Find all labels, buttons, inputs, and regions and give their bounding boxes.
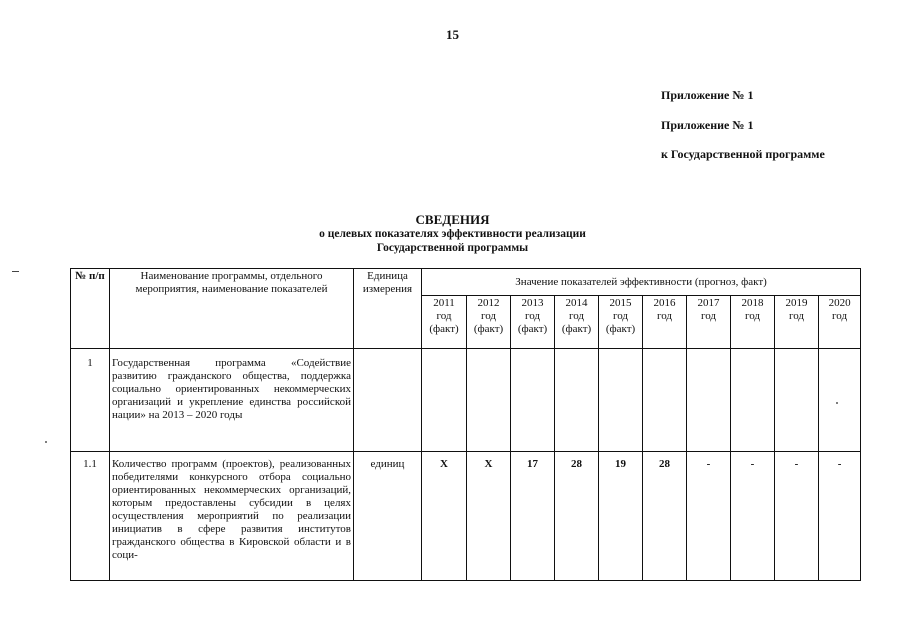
row-value [819, 349, 861, 452]
table-header-row [71, 269, 861, 296]
row-value: 28 [643, 452, 687, 581]
table-row [71, 452, 861, 581]
row-value [599, 349, 643, 452]
row-value [775, 349, 819, 452]
header-name: Наименование программы, отдельного мероприятия, наименование показателей [110, 269, 354, 349]
row-value: - [775, 452, 819, 581]
row-value [687, 349, 731, 452]
indicators-table [70, 268, 861, 581]
margin-mark [12, 271, 19, 272]
row-value [555, 349, 599, 452]
appendix-line-2: Приложение № 1 [661, 118, 754, 132]
document-subtitle-1: о целевых показателях эффективности реализации [319, 228, 586, 240]
header-unit: Единица измерения [354, 269, 422, 349]
row-value: 28 [555, 452, 599, 581]
row-num: 1.1 [71, 452, 110, 581]
year-header: 2019 год [775, 296, 819, 349]
year-header: 2020 год [819, 296, 861, 349]
row-value [731, 349, 775, 452]
year-header: 2016 год [643, 296, 687, 349]
row-value: Х [422, 452, 467, 581]
year-header: 2011 год (факт) [422, 296, 467, 349]
row-name: Количество программ (проектов), реализованных победителями конкурсного отбора социально ориентированных некоммерческих организаций, которым предоставлены субсидии в целях осуществления мероприятий по реализации инициатив в сфере развития институтов гражданского общества в Кировской области и в соци- [110, 452, 354, 581]
row-num: 1 [71, 349, 110, 452]
header-values-group: Значение показателей эффективности (прогноз, факт) [422, 269, 861, 296]
row-value: - [731, 452, 775, 581]
page-number: 15 [446, 27, 459, 42]
row-value: Х [467, 452, 511, 581]
row-value: - [687, 452, 731, 581]
row-unit [354, 349, 422, 452]
table-row [71, 349, 861, 452]
row-name: Государственная программа «Содействие развитию гражданского общества, поддержка социально ориентированных некоммерческих организаций и укрепление единства российской нации» на 2013 – 2020 годы [110, 349, 354, 452]
year-header: 2012 год (факт) [467, 296, 511, 349]
row-value: 17 [511, 452, 555, 581]
appendix-line-3: к Государственной программе [661, 147, 825, 161]
header-num: № п/п [71, 269, 110, 349]
row-value [511, 349, 555, 452]
year-header: 2015 год (факт) [599, 296, 643, 349]
row-value [422, 349, 467, 452]
row-value [643, 349, 687, 452]
year-header: 2014 год (факт) [555, 296, 599, 349]
row-unit: единиц [354, 452, 422, 581]
document-title: СВЕДЕНИЯ [415, 212, 490, 227]
row-value: - [819, 452, 861, 581]
appendix-line-1: Приложение № 1 [661, 88, 754, 102]
row-value: 19 [599, 452, 643, 581]
year-header: 2018 год [731, 296, 775, 349]
scan-speck [45, 441, 47, 443]
row-value [467, 349, 511, 452]
year-header: 2013 год (факт) [511, 296, 555, 349]
document-subtitle-2: Государственной программы [376, 242, 529, 254]
year-header: 2017 год [687, 296, 731, 349]
